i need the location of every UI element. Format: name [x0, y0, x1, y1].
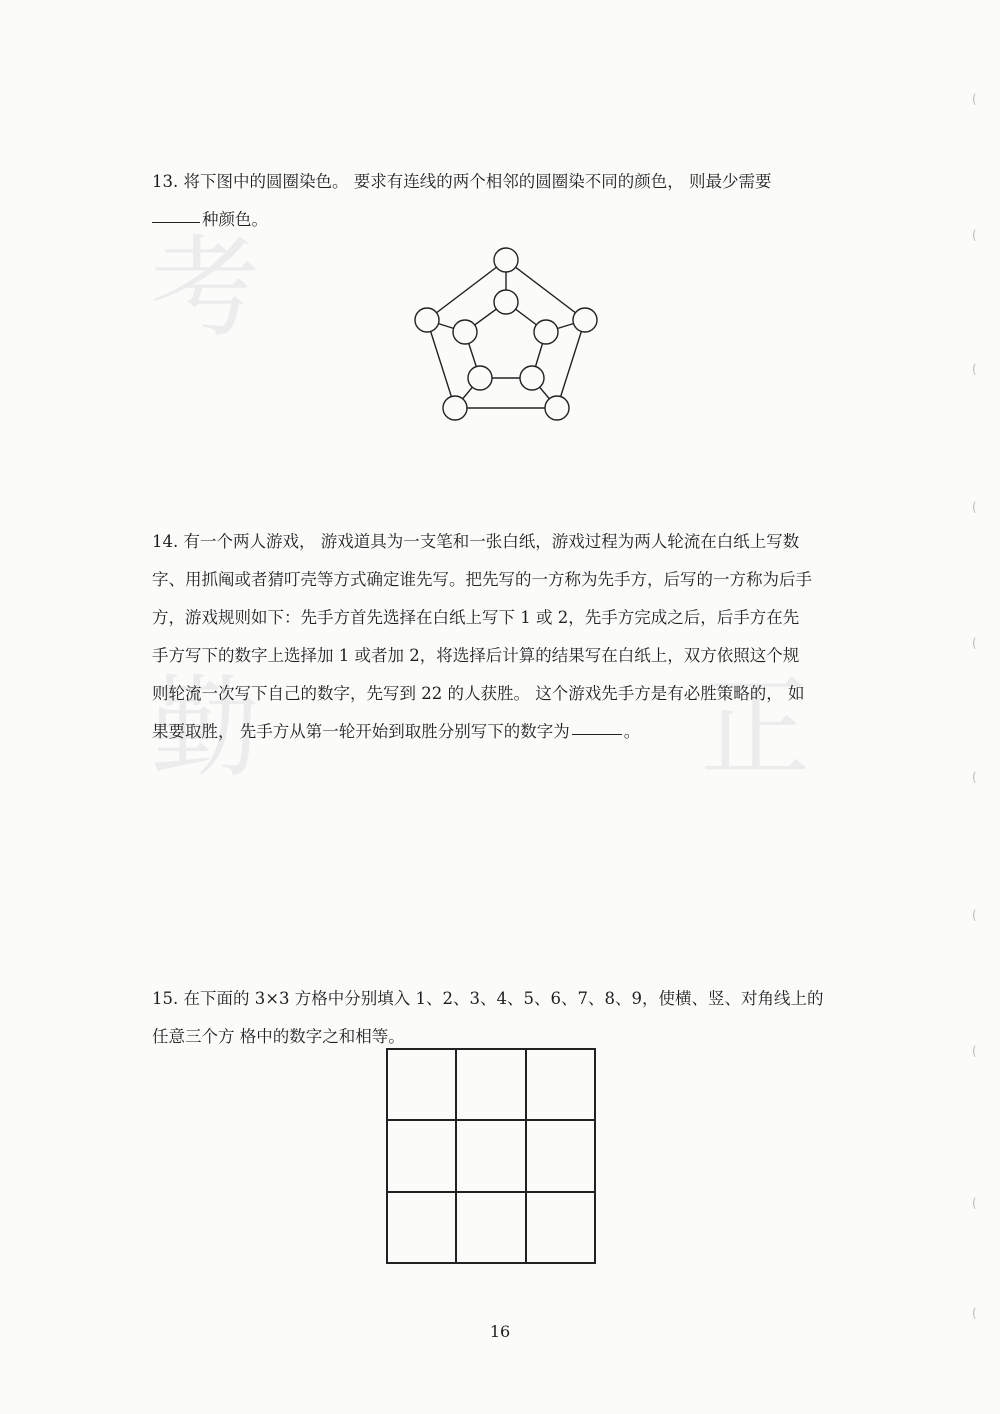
- answer-blank[interactable]: [152, 221, 200, 223]
- magic-square-grid: [386, 1048, 596, 1264]
- graph-node-circle: [494, 248, 518, 272]
- pentagon-graph-figure: [405, 240, 610, 425]
- binder-mark: (: [972, 362, 977, 376]
- binder-mark: (: [972, 770, 977, 784]
- binder-mark: (: [972, 908, 977, 922]
- question-14-text-line: 14. 有一个两人游戏， 游戏道具为一支笔和一张白纸，游戏过程为两人轮流在白纸上写数: [152, 532, 800, 551]
- graph-node-circle: [573, 308, 597, 332]
- question-13-text-line1: 13. 将下图中的圆圈染色。 要求有连线的两个相邻的圆圈染不同的颜色， 则最少需要: [152, 172, 772, 191]
- binder-mark: (: [972, 1306, 977, 1320]
- grid-cell[interactable]: [387, 1192, 456, 1263]
- watermark: 考: [150, 224, 260, 352]
- graph-node-circle: [468, 366, 492, 390]
- binder-mark: (: [972, 228, 977, 242]
- graph-node-circle: [520, 366, 544, 390]
- graph-node-circle: [443, 396, 467, 420]
- graph-node-circle: [545, 396, 569, 420]
- grid-cell[interactable]: [526, 1049, 595, 1120]
- question-14-suffix: 。: [623, 722, 641, 741]
- page-number: 16: [489, 1322, 511, 1341]
- grid-cell[interactable]: [456, 1049, 525, 1120]
- question-14-last-line: [152, 718, 640, 742]
- binder-mark: (: [972, 500, 977, 514]
- grid-cell[interactable]: [456, 1120, 525, 1191]
- question-15-text-line1: 15. 在下面的 3×3 方格中分别填入 1、2、3、4、5、6、7、8、9，使横、竖、对角线上的: [152, 989, 824, 1008]
- graph-node-circle: [494, 290, 518, 314]
- binder-mark: (: [972, 636, 977, 650]
- graph-node-circle: [534, 320, 558, 344]
- question-14-prefix: 果要取胜， 先手方从第一轮开始到取胜分别写下的数字为: [152, 722, 570, 741]
- question-13-text-line2: [152, 206, 268, 230]
- question-14-text-line: 手方写下的数字上选择加 1 或者加 2，将选择后计算的结果写在白纸上，双方依照这个规: [152, 646, 800, 665]
- grid-cell[interactable]: [526, 1192, 595, 1263]
- binder-mark: (: [972, 92, 977, 106]
- question-14-text-line: 方，游戏规则如下：先手方首先选择在白纸上写下 1 或 2，先手方完成之后，后手方在先: [152, 608, 800, 627]
- graph-node-circle: [453, 320, 477, 344]
- watermark: 正: [700, 664, 810, 792]
- answer-blank[interactable]: [572, 733, 622, 735]
- binder-mark: (: [972, 1044, 977, 1058]
- grid-cell[interactable]: [456, 1192, 525, 1263]
- question-15-text-line2: 任意三个方 格中的数字之和相等。: [152, 1027, 405, 1046]
- grid-cell[interactable]: [387, 1120, 456, 1191]
- graph-node-circle: [415, 308, 439, 332]
- grid-cell[interactable]: [526, 1120, 595, 1191]
- question-14-text-line: 字、用抓阄或者猜叮壳等方式确定谁先写。把先写的一方称为先手方，后写的一方称为后手: [152, 570, 812, 589]
- watermark: 勤: [150, 664, 260, 792]
- question-13-suffix: 种颜色。: [202, 210, 268, 229]
- grid-cell[interactable]: [387, 1049, 456, 1120]
- question-14-text-line: 则轮流一次写下自己的数字，先写到 22 的人获胜。 这个游戏先手方是有必胜策略的， 如: [152, 684, 805, 703]
- binder-mark: (: [972, 1196, 977, 1210]
